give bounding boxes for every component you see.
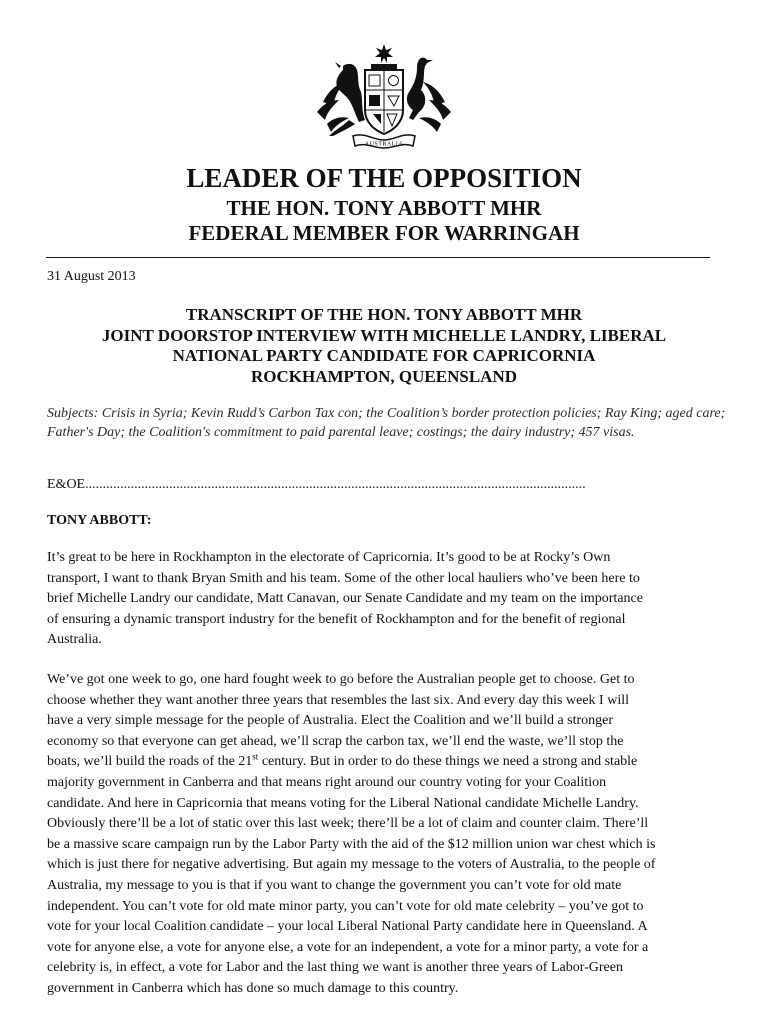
crest-motto: AUSTRALIA [364, 141, 404, 148]
text-segment: boats, we’ll build the roads of the 21 [47, 754, 253, 770]
document-title: LEADER OF THE OPPOSITION [186, 163, 582, 193]
member-name: THE HON. TONY ABBOTT MHR [226, 196, 542, 220]
subjects-list: Subjects: Crisis in Syria; Kevin Rudd’s Carbon Tax con; the Coalition’s border protection policies; Ray King; aged care; Father's Day; the Coalition's commitment to paid parental leave; costings; the dairy industry; 457 visas. [47, 406, 726, 440]
text-line: which is just there for negative advertising. But again my message to the voters of Australia, to the people of [47, 857, 656, 873]
eoe-line: E&OE............................................................................................................................................... [47, 477, 586, 492]
australian-coat-of-arms-icon [309, 40, 459, 150]
header-divider [46, 257, 710, 258]
transcript-heading-line: JOINT DOORSTOP INTERVIEW WITH MICHELLE LANDRY, LIBERAL [101, 325, 667, 345]
text-line: government in Canberra which has done so much damage to this country. [47, 980, 459, 996]
text-line: choose whether they want another three years that resembles the last six. And every day this week I will [47, 692, 629, 708]
member-electorate: FEDERAL MEMBER FOR WARRINGAH [188, 221, 580, 245]
text-line: economy so that everyone can get ahead, we’ll scrap the carbon tax, we’ll end the waste, we’ll stop the [47, 733, 624, 749]
text-line: vote for your local Coalition candidate – your local Liberal National Party candidate here in Queensland. A [47, 919, 648, 935]
text-line: have a very simple message for the people of Australia. Elect the Coalition and we’ll build a stronger [47, 713, 614, 729]
transcript-heading-line: ROCKHAMPTON, QUEENSLAND [250, 366, 518, 386]
text-line: It’s great to be here in Rockhampton in the electorate of Capricornia. It’s good to be at Rocky’s Own [47, 550, 611, 565]
paragraph-2 [47, 670, 727, 1000]
release-date: 31 August 2013 [47, 269, 136, 284]
transcript-heading-line: NATIONAL PARTY CANDIDATE FOR CAPRICORNIA [172, 346, 596, 365]
text-line: majority government in Canberra and that means right around our country voting for your Coalition [47, 774, 607, 790]
text-line: We’ve got one week to go, one hard fought week to go before the Australian people get to choose. Get to [47, 672, 635, 687]
text-segment: century. But in order to do these things we need a strong and stable [258, 754, 638, 770]
text-line: vote for anyone else, a vote for anyone else, a vote for an independent, a vote for a minor party, a vote for a [47, 939, 649, 955]
text-line: brief Michelle Landry our candidate, Matt Canavan, our Senate Candidate and my team on the importance [47, 591, 643, 607]
text-line: transport, I want to thank Bryan Smith and his team. Some of the other local hauliers who’ve been here to [47, 570, 640, 586]
text-line [47, 752, 727, 773]
text-line: candidate. And here in Capricornia that means voting for the Liberal National candidate Michelle Landry. [47, 795, 639, 811]
text-line: be a massive scare campaign run by the Labor Party with the aid of the $12 million union war chest which is [47, 836, 656, 852]
text-line: celebrity is, in effect, a vote for Labor and the last thing we want is another three years of Labor-Green [47, 960, 623, 976]
text-line: Australia, my message to you is that if you want to change the government you can’t vote for old mate [47, 877, 622, 893]
transcript-heading-line: TRANSCRIPT OF THE HON. TONY ABBOTT MHR [185, 305, 583, 324]
text-line: Australia. [47, 632, 102, 648]
speaker-label: TONY ABBOTT: [47, 513, 152, 528]
text-line: of ensuring a dynamic transport industry for the benefit of Rockhampton and for the benefit of regional [47, 611, 626, 627]
paragraph-1 [47, 548, 727, 651]
transcript-heading [0, 305, 768, 387]
text-line: Obviously there’ll be a lot of static over this last week; there’ll be a lot of claim and counter claim. There’ll [47, 816, 649, 832]
ordinal-suffix: st [252, 751, 259, 762]
text-line: independent. You can’t vote for old mate minor party, you can’t vote for old mate celebrity – you’ve got to [47, 898, 644, 914]
